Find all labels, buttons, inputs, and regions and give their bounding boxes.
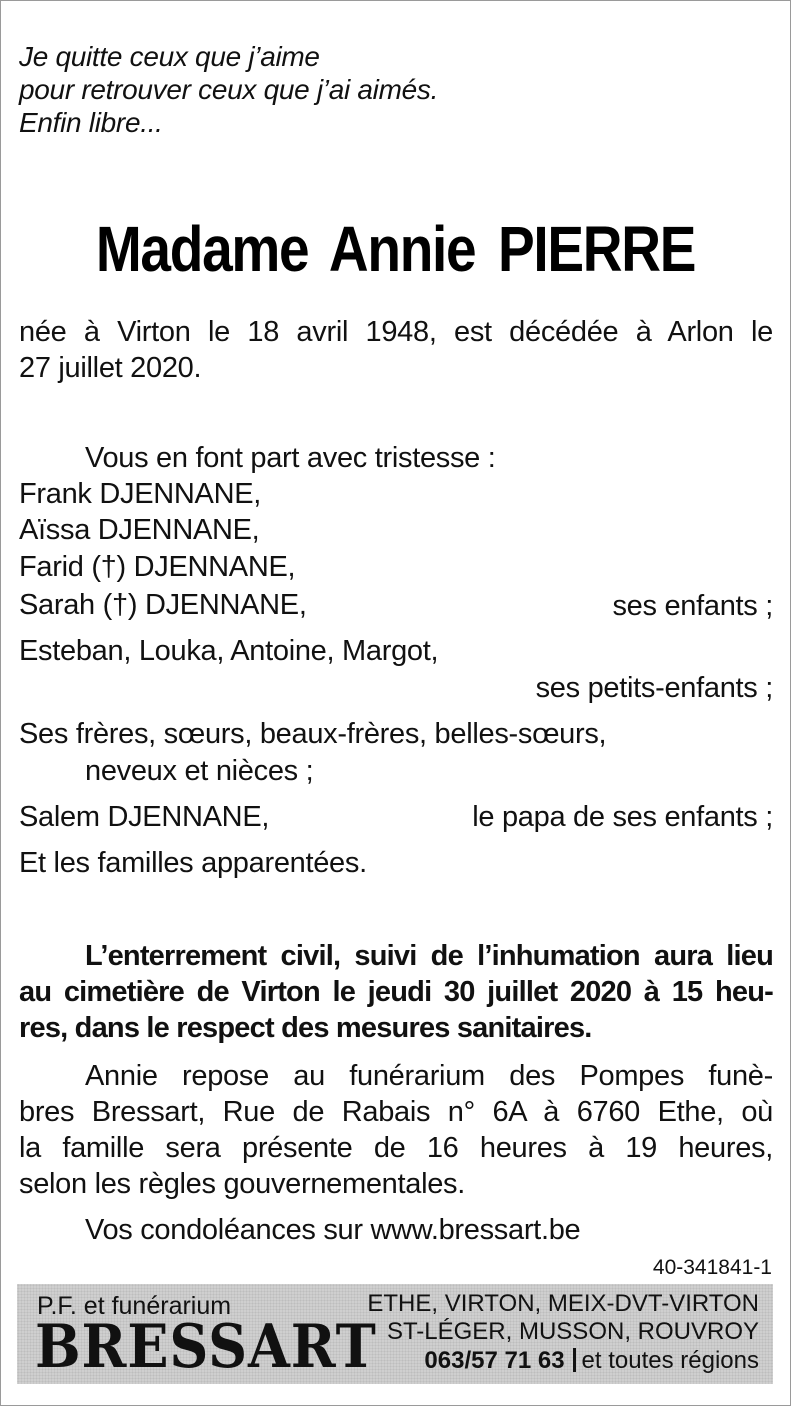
birth-death-line-2: 27 juillet 2020. bbox=[19, 352, 202, 384]
visitation-line-1: Annie repose au funérarium des Pompes funè- bbox=[85, 1060, 773, 1092]
siblings-line-2: neveux et nièces ; bbox=[85, 755, 314, 787]
locations-line-2: ST-LÉGER, MUSSON, ROUVROY bbox=[386, 1318, 759, 1345]
visitation-paragraph bbox=[19, 1058, 773, 1202]
ceremony-line-3: res, dans le respect des mesures sanitaires. bbox=[19, 1012, 592, 1044]
funeral-home-logo: BRESSART bbox=[35, 1312, 377, 1382]
father: Salem DJENNANE, bbox=[19, 801, 270, 833]
ceremony-line-2: au cimetière de Virton le jeudi 30 juillet 2020 à 15 heu- bbox=[19, 976, 773, 1008]
visitation-line-2: bres Bressart, Rue de Rabais n° 6A à 6760 Ethe, où bbox=[19, 1096, 773, 1128]
quote-line-2: pour retrouver ceux que j’ai aimés. bbox=[19, 74, 439, 105]
family-intro: Vous en font part avec tristesse : bbox=[85, 442, 496, 474]
children-role: ses enfants ; bbox=[612, 590, 773, 622]
locations-line-1: ETHE, VIRTON, MEIX-DVT-VIRTON bbox=[367, 1290, 759, 1317]
child-1: Frank DJENNANE, bbox=[19, 478, 262, 510]
child-4: Sarah (†) DJENNANE, bbox=[19, 589, 307, 621]
visitation-line-4: selon les règles gouvernementales. bbox=[19, 1168, 466, 1200]
siblings-line-1: Ses frères, sœurs, beaux-frères, belles-sœurs, bbox=[19, 718, 607, 750]
funeral-home-banner bbox=[17, 1284, 773, 1384]
phone-number: 063/57 71 63 bbox=[424, 1347, 565, 1374]
deceased-name: Madame Annie PIERRE bbox=[95, 213, 696, 285]
birth-death-paragraph bbox=[19, 314, 773, 386]
funeral-home-label: P.F. et funérarium bbox=[37, 1292, 232, 1320]
regions-text: et toutes régions bbox=[581, 1347, 759, 1374]
relatives: Et les familles apparentées. bbox=[19, 847, 367, 879]
quote-line-1: Je quitte ceux que j’aime bbox=[19, 41, 320, 72]
grandchildren-role: ses petits-enfants ; bbox=[535, 672, 773, 704]
ceremony-line-1: L’enterrement civil, suivi de l’inhumation aura lieu bbox=[85, 940, 773, 972]
grandchildren: Esteban, Louka, Antoine, Margot, bbox=[19, 635, 439, 667]
reference-number: 40-341841-1 bbox=[652, 1256, 772, 1279]
child-3: Farid (†) DJENNANE, bbox=[19, 551, 296, 583]
condolences: Vos condoléances sur www.bressart.be bbox=[85, 1214, 581, 1246]
child-2: Aïssa DJENNANE, bbox=[19, 514, 260, 546]
separator-bar bbox=[573, 1348, 576, 1372]
quote-line-3: Enfin libre... bbox=[19, 107, 163, 138]
contact-line bbox=[424, 1347, 759, 1374]
ceremony-paragraph bbox=[19, 938, 773, 1046]
visitation-line-3: la famille sera présente de 16 heures à 19 heures, bbox=[19, 1132, 773, 1164]
birth-death-line-1: née à Virton le 18 avril 1948, est décédée à Arlon le bbox=[19, 316, 773, 348]
father-role: le papa de ses enfants ; bbox=[472, 801, 773, 833]
